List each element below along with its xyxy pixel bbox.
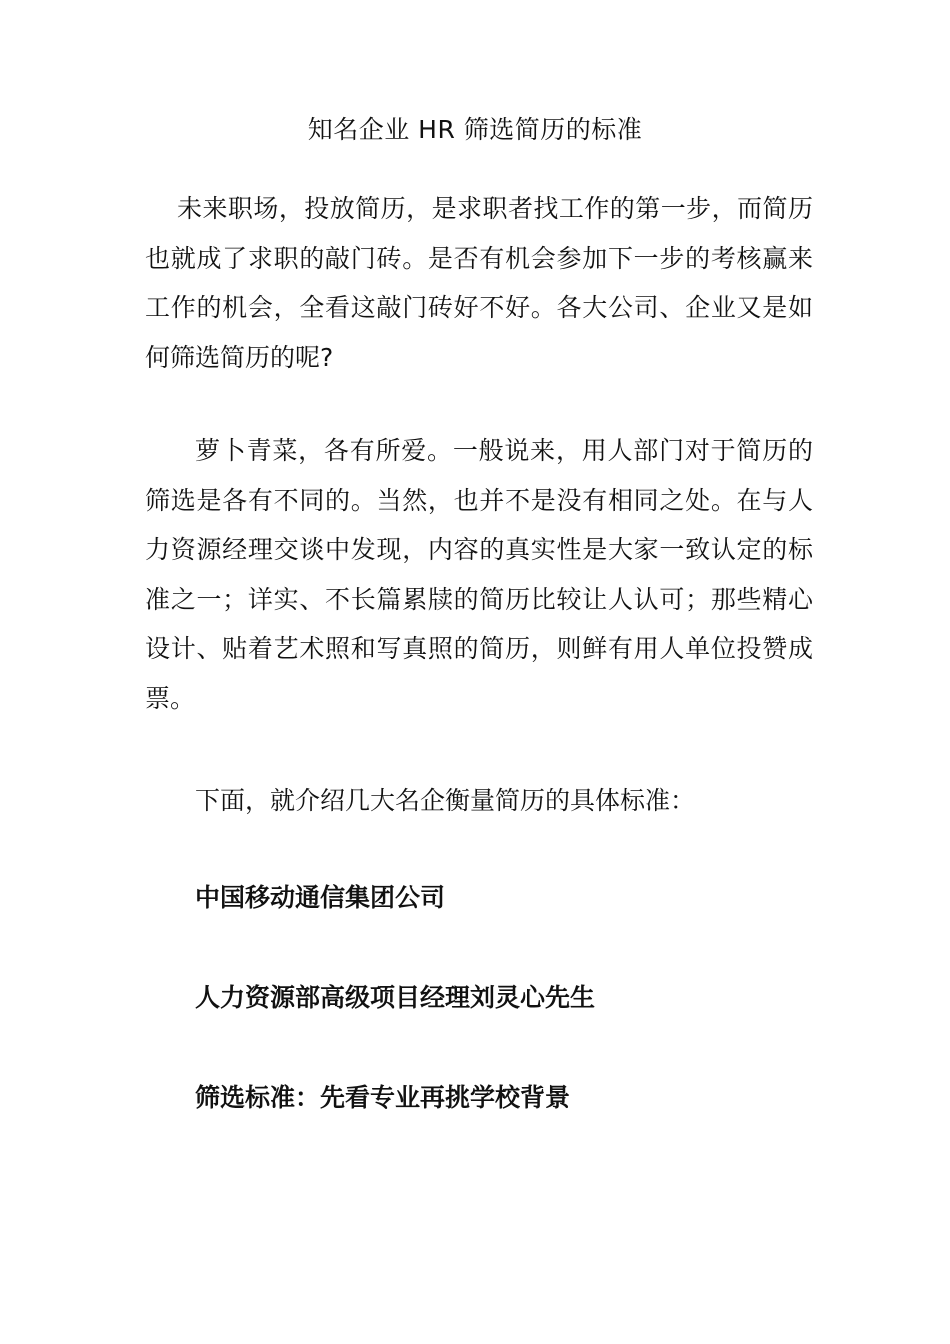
document-title: 知名企业 HR 筛选简历的标准 [307,115,643,144]
paragraph-lead-in: 下面，就介绍几大名企衡量简历的具体标准： [195,786,696,815]
heading-criteria: 筛选标准：先看专业再挑学校背景 [195,1083,571,1112]
heading-company: 中国移动通信集团公司 [195,883,446,912]
paragraph-intro: 未来职场，投放简历，是求职者找工作的第一步，而简历也就成了求职的敲门砖。是否有机会参加下一步的考核赢来工作的机会，全看这敲门砖好不好。各大公司、企业又是如何筛选简历的呢? [145,194,813,372]
heading-person: 人力资源部高级项目经理刘灵心先生 [195,983,596,1012]
paragraph-standards: 萝卜青菜，各有所爱。一般说来，用人部门对于简历的筛选是各有不同的。当然，也并不是没有相同之处。在与人力资源经理交谈中发现，内容的真实性是大家一致认定的标准之一；详实、不长篇累牍的简历比较让人认可；那些精心设计、贴着艺术照和写真照的简历，则鲜有用人单位投赞成票。 [145,436,813,713]
